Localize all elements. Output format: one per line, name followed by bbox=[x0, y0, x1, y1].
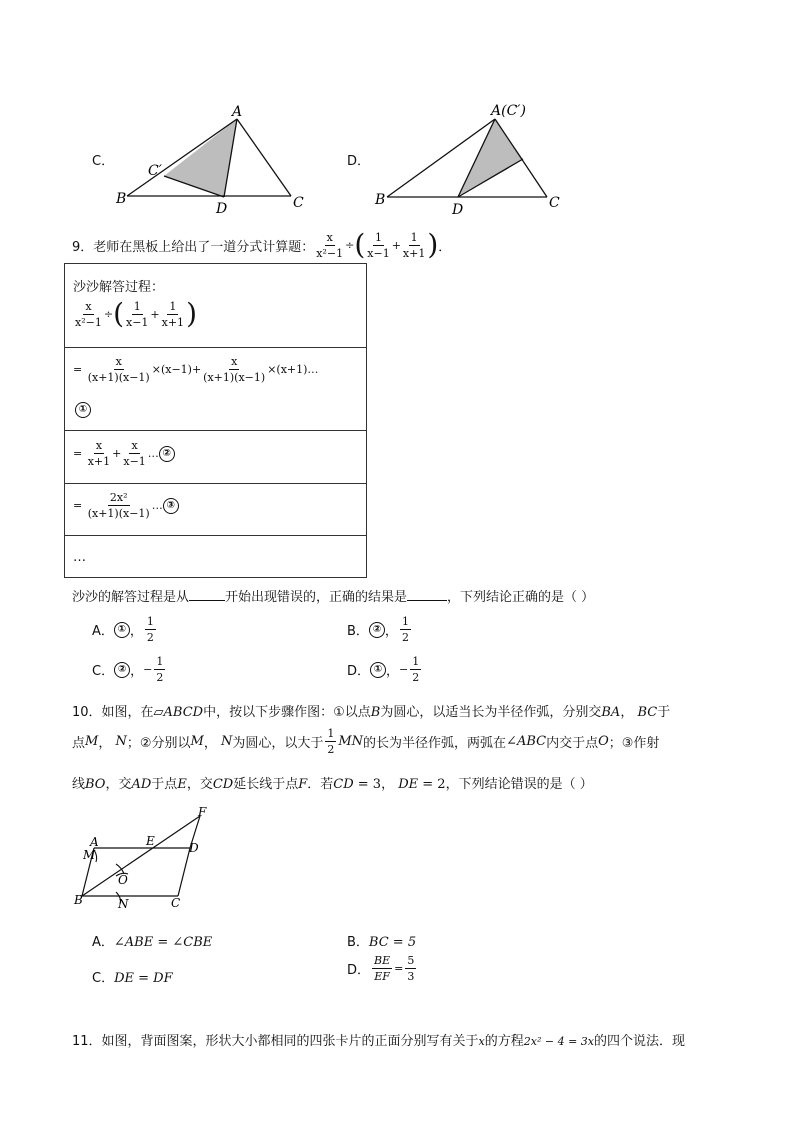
label-c-prime: C′ bbox=[148, 163, 162, 179]
q10-line1: 10．如图，在▱ABCD中，按以下步骤作图：①以点B为圆心，以适当长为半径作弧，分别交BA， BC于 bbox=[72, 705, 671, 720]
box-problem: $\frac{x}{\text{x²−1}}$ ÷ ( $\frac{1}{x-1}$ + $\frac{1}{x+1}$ ) bbox=[75, 297, 197, 330]
svg-text:O: O bbox=[118, 873, 128, 887]
q10-figure bbox=[72, 804, 222, 914]
q8-figure-d bbox=[370, 100, 580, 215]
svg-text:B: B bbox=[74, 893, 83, 907]
q10-option-b[interactable]: B．BC = 5 bbox=[347, 935, 417, 950]
label-d: D bbox=[216, 201, 228, 215]
label-b: B bbox=[375, 192, 386, 208]
answer-blank-1[interactable] bbox=[189, 600, 225, 601]
box-step1: = $\frac{x}{(x+1)(x-1)}$ ×(x−1)+ $\frac{x}{(x+1)(x-1)}$ ×(x+1)… bbox=[73, 355, 319, 384]
q10-line3: 线BO，交AD于点E，交CD延长线于点F．若CD = 3， DE = 2，下列结论错误的是（ ） bbox=[72, 777, 593, 792]
box-step2: = $\frac{x}{x+1}$ + $\frac{x}{x-1}$ … ② bbox=[73, 440, 175, 467]
q8-figure-c bbox=[110, 100, 310, 215]
label-b: B bbox=[116, 191, 127, 207]
q8-option-d-letter: D． bbox=[347, 154, 371, 169]
box-ellipsis: … bbox=[73, 550, 86, 565]
q10-line2: 点 M ， N ；②分别以 M ， N 为圆心，以大于 $\frac{1}{2}$ MN 的长为半径作弧，两弧在 ∠ ABC 内交于点 O ；③作射 bbox=[72, 727, 660, 756]
answer-blank-2[interactable] bbox=[407, 600, 447, 601]
q9-option-c[interactable]: C． ② ， − $\frac{1}{2}$ bbox=[92, 655, 164, 684]
step1-mark: ① bbox=[75, 402, 91, 418]
svg-text:D: D bbox=[189, 841, 199, 855]
q11-stem: 11．如图，背面图案，形状大小都相同的四张卡片的正面分别写有关于x的方程2x² − 4 = 3x的四个说法．现 bbox=[72, 1034, 686, 1049]
q9-solution-box bbox=[64, 263, 367, 578]
label-d: D bbox=[452, 202, 464, 215]
label-a: A bbox=[232, 104, 243, 120]
shaded-triangle bbox=[458, 119, 523, 196]
q9-option-a[interactable]: A． ① ， $\frac{1}{2}$ bbox=[92, 615, 154, 644]
svg-text:F: F bbox=[198, 805, 207, 819]
svg-text:A: A bbox=[90, 835, 99, 849]
q8-option-c-letter: C． bbox=[92, 154, 115, 169]
q9-question: 沙沙的解答过程是从 开始出现错误的，正确的结果是 ，下列结论正确的是（ ） bbox=[72, 590, 595, 605]
label-a-cprime: A(C′) bbox=[491, 103, 526, 119]
box-title: 沙沙解答过程： bbox=[73, 280, 165, 295]
box-step3: = $\frac{\text{2x²}}{(x+1)(x-1)}$ … ③ bbox=[73, 492, 179, 519]
q9-option-d[interactable]: D． ① ， − $\frac{1}{2}$ bbox=[347, 655, 420, 684]
label-c: C bbox=[549, 195, 560, 211]
q9-stem: 9．老师在黑板上给出了一道分式计算题： $\frac{x}{\text{x²−1}}$ ÷ ( $\frac{1}{x-1}$ + $\frac{1}{x+1}$ ) ． bbox=[72, 228, 452, 261]
label-c: C bbox=[293, 195, 304, 211]
q10-option-a[interactable]: A．∠ABE = ∠CBE bbox=[92, 935, 213, 950]
svg-text:E: E bbox=[146, 834, 155, 848]
svg-text:M: M bbox=[83, 848, 96, 862]
svg-text:C: C bbox=[171, 896, 181, 910]
q10-option-c[interactable]: C．DE = DF bbox=[92, 971, 173, 986]
svg-text:N: N bbox=[118, 897, 129, 911]
q10-option-d[interactable]: D． $\frac{BE}{EF}$ = $\frac{5}{3}$ bbox=[347, 954, 415, 983]
q9-option-b[interactable]: B． ② ， $\frac{1}{2}$ bbox=[347, 615, 409, 644]
